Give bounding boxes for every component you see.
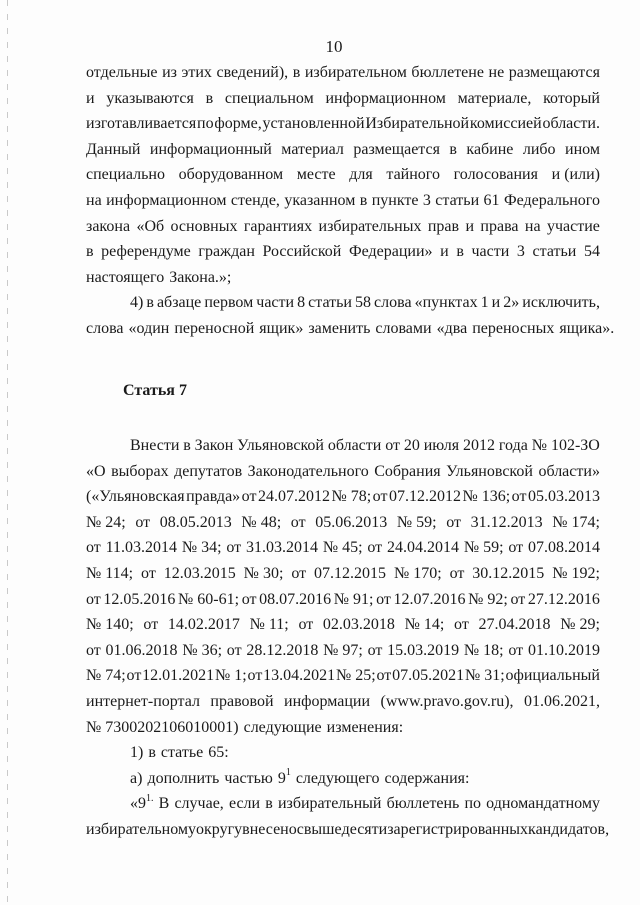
word: депутатов <box>174 462 243 480</box>
word: и (или) <box>551 166 600 184</box>
word: июля <box>423 437 460 454</box>
word: если <box>228 795 261 813</box>
word: свыше <box>296 820 342 838</box>
word: информационный <box>149 140 272 158</box>
word: 13.04.2021 <box>263 667 336 685</box>
word: словами <box>375 319 432 337</box>
word: 07.12.2012 <box>388 488 461 506</box>
word: от <box>367 641 383 659</box>
word: в <box>205 89 214 107</box>
word: комиссией <box>469 115 542 133</box>
word: статье <box>160 744 204 762</box>
word: первом <box>204 294 254 312</box>
word: от <box>290 513 306 531</box>
text-line <box>86 188 600 214</box>
word: от <box>226 539 242 557</box>
text-line <box>86 612 600 638</box>
word: слова <box>374 294 412 312</box>
word: от <box>141 564 156 582</box>
word: № 31; <box>464 667 505 685</box>
text-line <box>86 817 610 843</box>
text-line <box>86 791 600 817</box>
paragraph-block-continuation <box>86 60 615 342</box>
text-line <box>86 587 600 613</box>
word: № 34; <box>181 539 222 557</box>
word: 07.08.2014 <box>527 539 600 557</box>
word: содержания: <box>384 769 470 787</box>
word: на <box>524 217 541 235</box>
word: Федерального <box>503 191 600 209</box>
word: Закон <box>194 437 234 454</box>
word: случае, <box>174 795 224 813</box>
word: от <box>372 488 388 506</box>
word: абзаце <box>156 294 202 312</box>
word: № 140; <box>86 616 134 634</box>
word: № 14; <box>404 616 445 634</box>
word: от <box>376 667 392 685</box>
word: Федерации» <box>348 243 433 261</box>
word: от <box>291 564 307 582</box>
word: и <box>440 243 449 261</box>
word: части <box>256 294 295 312</box>
word: специальном <box>224 89 314 107</box>
word: Законодательного <box>247 462 369 480</box>
word: 07.12.2015 <box>314 564 387 582</box>
page-number: 10 <box>325 37 343 56</box>
word: № 92; <box>468 590 508 608</box>
word: 08.05.2013 <box>159 513 232 531</box>
word: следующие <box>243 718 322 736</box>
word: бюллетень <box>386 795 460 813</box>
word: области» <box>538 462 600 480</box>
word: заменить <box>308 319 371 337</box>
word: «$9^{1.}$ <box>130 792 154 813</box>
word: статьи <box>532 243 577 261</box>
word: либо <box>522 140 556 158</box>
paragraph-block-article <box>86 433 610 843</box>
word: 65: <box>208 744 229 762</box>
word: следующего <box>295 769 380 787</box>
word: № 7300202106010001) <box>86 718 239 736</box>
word: одномандатному <box>486 795 600 813</box>
word: от <box>135 513 151 531</box>
word: $9^1$ <box>277 767 291 787</box>
word: 01.06.2021, <box>523 692 600 710</box>
word: который <box>543 89 600 107</box>
word: от <box>385 437 400 454</box>
word: дополнить <box>147 769 220 787</box>
word: № 136; <box>462 488 511 506</box>
word: переносной <box>174 319 255 337</box>
word: 12.05.2016 <box>103 590 176 608</box>
word: 8 <box>297 294 306 312</box>
word: права <box>480 217 519 235</box>
word: года <box>498 437 528 454</box>
word: от <box>446 513 461 531</box>
word: статьи <box>308 294 352 312</box>
word: форме, <box>214 115 262 133</box>
word: в <box>146 294 154 312</box>
word: части <box>471 243 510 261</box>
word: исключить, <box>522 294 600 312</box>
word: не <box>488 64 505 81</box>
word: в <box>183 437 191 454</box>
word: избирательных <box>318 217 422 235</box>
word: № 18; <box>463 641 504 659</box>
word: информации <box>284 692 371 710</box>
word: 14.02.2017 <box>167 616 240 634</box>
word: участие <box>546 217 600 235</box>
word: 08.07.2016 <box>259 590 332 608</box>
word: ином <box>565 140 600 158</box>
text-line <box>86 162 600 188</box>
word: № 114; <box>86 564 134 582</box>
text-line <box>86 111 600 137</box>
word: от <box>510 590 526 608</box>
word: Внести <box>130 437 180 454</box>
word: «О <box>86 462 106 480</box>
word: от <box>376 590 391 608</box>
word: отдельные <box>86 64 158 81</box>
word: 27.12.2016 <box>527 590 600 608</box>
word: от <box>247 667 263 685</box>
word: № 78; <box>331 488 372 506</box>
word: «один <box>128 319 170 337</box>
word: оборудованном <box>178 166 284 184</box>
word: 4) <box>130 294 144 312</box>
text-line <box>86 561 600 587</box>
word: статьи <box>435 191 480 209</box>
word: 54 <box>583 243 600 261</box>
word: 01.06.2018 <box>105 641 178 659</box>
text-line <box>86 740 600 766</box>
text-line <box>86 766 600 792</box>
word: и <box>86 89 95 107</box>
word: от <box>367 539 383 557</box>
word: и <box>465 217 475 235</box>
word: выборах <box>111 462 169 480</box>
word: правда» <box>186 488 241 506</box>
word: 24.07.2012 <box>257 488 330 506</box>
word: частью <box>224 769 273 787</box>
word: 61 <box>483 191 500 209</box>
word: № 192; <box>552 564 600 582</box>
word: информационном <box>325 89 446 107</box>
word: по <box>197 115 214 133</box>
text-line <box>86 265 600 291</box>
word: кабине <box>466 140 514 158</box>
word: основных <box>170 217 238 235</box>
word: внесено <box>242 820 297 838</box>
word: № 29; <box>560 616 600 634</box>
word: «два <box>436 319 468 337</box>
word: № 48; <box>241 513 282 531</box>
word: информационном <box>106 191 227 209</box>
word: ящик» <box>259 319 304 337</box>
word: кандидатов, <box>528 820 610 838</box>
word: № 59; <box>396 513 437 531</box>
word: этих <box>181 64 212 81</box>
word: области <box>327 437 382 454</box>
word: в <box>148 744 156 762</box>
word: № 45; <box>322 539 363 557</box>
word: № 36; <box>182 641 223 659</box>
word: в <box>359 191 368 209</box>
word: 2012 <box>463 437 496 454</box>
text-line <box>86 239 600 265</box>
word: Данный <box>86 140 141 158</box>
word: пункте <box>371 191 419 209</box>
word: интернет-портал <box>86 692 200 710</box>
word: В <box>158 795 170 813</box>
word: 2» <box>503 294 520 312</box>
word: № 24; <box>86 513 126 531</box>
word: 15.03.2019 <box>387 641 460 659</box>
word: № 74; <box>86 667 126 685</box>
word: № 60-61; <box>178 590 240 608</box>
text-line <box>86 60 600 86</box>
word: 12.01.2021 <box>142 667 215 685</box>
word: 3 <box>422 191 431 209</box>
word: для <box>349 166 373 184</box>
text-line <box>86 290 600 316</box>
word: материале, <box>457 89 532 107</box>
text-line <box>86 663 600 689</box>
word: от <box>226 641 242 659</box>
word: избирательном <box>304 64 407 81</box>
word: 07.05.2021 <box>392 667 465 685</box>
word: референдуме <box>101 243 191 261</box>
word: 1) <box>130 744 144 762</box>
word: в <box>449 140 457 158</box>
word: официальный <box>505 667 600 685</box>
text-line <box>86 459 600 485</box>
word: сведений), <box>216 64 289 81</box>
word: 11.03.2014 <box>105 539 178 557</box>
word: № 59; <box>463 539 504 557</box>
word: по <box>464 795 482 813</box>
word: 28.12.2018 <box>246 641 319 659</box>
word: установленной <box>262 115 365 133</box>
word: № 174; <box>552 513 600 531</box>
word: в <box>86 243 94 261</box>
word: от <box>241 590 257 608</box>
word: от <box>86 590 101 608</box>
word: изготавливается <box>86 115 197 133</box>
word: на <box>86 191 102 209</box>
text-line <box>86 484 600 510</box>
word: материал <box>281 140 344 158</box>
text-line <box>86 510 600 536</box>
word: (www.pravo.gov.ru), <box>380 692 514 710</box>
word: № 97; <box>323 641 363 659</box>
superscript: 1 <box>285 767 291 779</box>
word: и <box>491 294 501 312</box>
word: ящика». <box>559 319 615 337</box>
word: а) <box>130 769 143 787</box>
word: месте <box>296 166 336 184</box>
word: зарегистрированных <box>387 820 529 838</box>
text-line <box>86 433 600 459</box>
word: размещаются <box>508 64 600 81</box>
word: 31.12.2013 <box>470 513 543 531</box>
word: области. <box>542 115 600 133</box>
word: Избирательной <box>365 115 470 133</box>
word: № 1; <box>214 667 247 685</box>
text-line <box>86 689 600 715</box>
word: настоящего <box>86 268 165 286</box>
word: десяти <box>341 820 388 838</box>
word: граждан <box>198 243 255 261</box>
word: 1 <box>480 294 489 312</box>
word: специально <box>86 166 165 184</box>
word: № 102-ЗО <box>531 437 600 454</box>
word: от <box>511 488 527 506</box>
word: («Ульяновская <box>86 488 185 506</box>
word: «пунктах <box>414 294 478 312</box>
word: избирательному <box>86 820 197 838</box>
word: Закона.»; <box>169 268 232 286</box>
scan-edge-line <box>7 0 8 905</box>
word: № 91; <box>333 590 374 608</box>
word: 27.04.2018 <box>478 616 551 634</box>
text-line <box>86 715 600 741</box>
word: от <box>143 616 159 634</box>
word: 12.03.2015 <box>163 564 236 582</box>
word: от <box>449 564 465 582</box>
text-line <box>86 214 600 240</box>
word: № 30; <box>243 564 284 582</box>
word: от <box>508 539 524 557</box>
word: в <box>456 243 464 261</box>
word: № 25; <box>335 667 376 685</box>
word: избирательный <box>277 795 382 813</box>
word: от <box>86 539 101 557</box>
word: Ульяновской <box>237 437 324 454</box>
word: Собрания <box>374 462 441 480</box>
word: от <box>454 616 469 634</box>
word: 01.10.2019 <box>527 641 600 659</box>
word: 58 <box>355 294 372 312</box>
word: Ульяновской <box>446 462 533 480</box>
word: № 170; <box>393 564 442 582</box>
superscript: 1. <box>146 792 154 804</box>
word: от <box>298 616 314 634</box>
word: гарантиях <box>243 217 313 235</box>
word: указанном <box>284 191 356 209</box>
word: из <box>162 64 177 81</box>
word: в <box>292 64 301 81</box>
word: 02.03.2018 <box>322 616 395 634</box>
word: «Об <box>136 217 165 235</box>
word: 3 <box>516 243 525 261</box>
word: 05.03.2013 <box>527 488 600 506</box>
text-line <box>86 535 600 561</box>
word: бюллетене <box>411 64 484 81</box>
word: указываются <box>106 89 194 107</box>
word: 30.12.2015 <box>472 564 545 582</box>
word: 05.06.2013 <box>315 513 388 531</box>
text-line <box>86 316 615 342</box>
word: от <box>508 641 524 659</box>
word: 24.04.2014 <box>386 539 459 557</box>
word: от <box>86 641 101 659</box>
word: округу <box>196 820 243 838</box>
word: Российской <box>262 243 342 261</box>
text-line <box>86 137 600 163</box>
word: 12.07.2016 <box>393 590 466 608</box>
word: голосования <box>453 166 538 184</box>
word: стенде, <box>230 191 280 209</box>
word: слова <box>86 319 124 337</box>
word: тайного <box>386 166 440 184</box>
word: размещается <box>353 140 440 158</box>
word: изменения: <box>326 718 404 736</box>
word: переносных <box>472 319 555 337</box>
article-heading: Статья 7 <box>123 382 187 399</box>
word: правовой <box>210 692 274 710</box>
word: 31.03.2014 <box>246 539 318 557</box>
word: № 11; <box>249 616 289 634</box>
word: 20 <box>403 437 420 454</box>
word: от <box>126 667 142 685</box>
word: закона <box>86 217 131 235</box>
text-line <box>86 86 600 112</box>
word: в <box>265 795 273 813</box>
text-line <box>86 638 600 664</box>
word: прав <box>427 217 460 235</box>
word: от <box>241 488 257 506</box>
